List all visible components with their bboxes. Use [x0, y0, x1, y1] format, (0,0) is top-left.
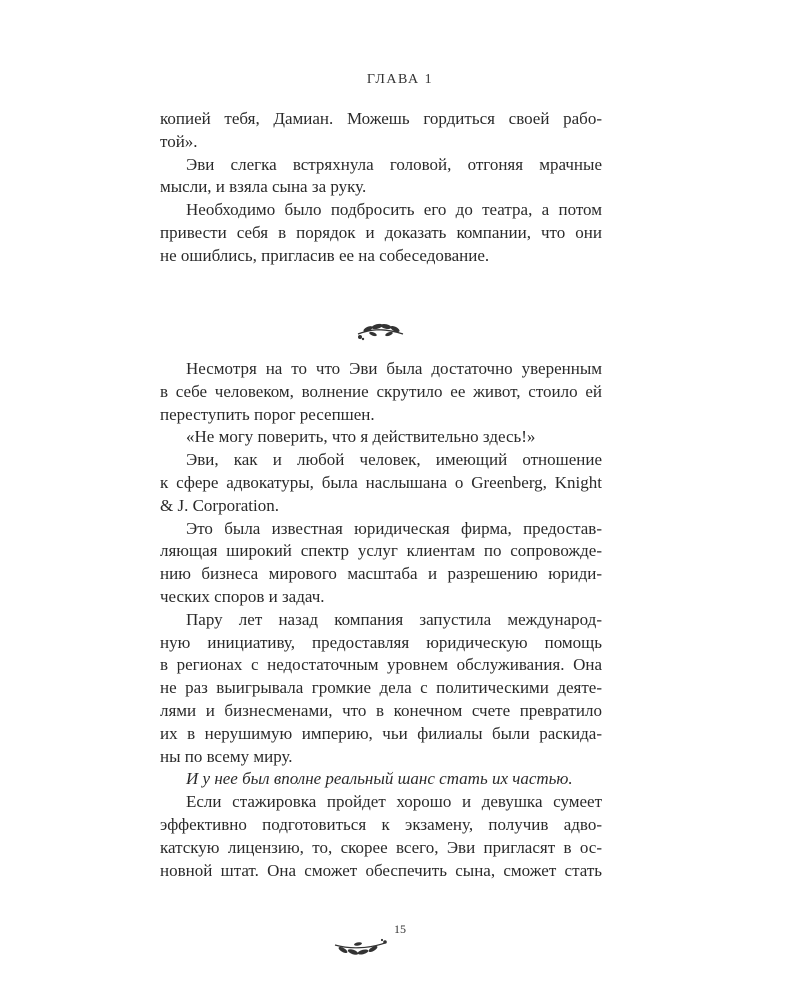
text-line: эффективно подготовиться к экзамену, получив адво-	[160, 814, 602, 834]
leaf-footer-icon	[331, 937, 389, 961]
text-line: в регионах с недостаточным уровнем обслуживания. Она	[160, 655, 602, 675]
text-line: лями и бизнесменами, что в конечном счете превратило	[160, 700, 602, 720]
text-line: Необходимо было подбросить его до театра, а потом	[186, 200, 602, 220]
text-section-2	[160, 358, 602, 882]
text-line: «Не могу поверить, что я действительно здесь!»	[186, 427, 536, 447]
text-line: в себе человеком, волнение скрутило ее живот, стоило ей	[160, 381, 602, 401]
text-line: ны по всему миру.	[160, 746, 293, 766]
text-line: Эви слегка встряхнула головой, отгоняя мрачные	[186, 154, 602, 174]
text-line: Если стажировка пройдет хорошо и девушка сумеет	[186, 792, 602, 812]
text-line: к сфере адвокатуры, была наслышана о Greenberg, Knight	[160, 472, 602, 492]
page-number: 15	[394, 922, 406, 936]
text-line: Это была известная юридическая фирма, предостав-	[186, 518, 602, 538]
text-line: копией тебя, Дамиан. Можешь гордиться своей рабо-	[160, 109, 602, 128]
text-line: мысли, и взяла сына за руку.	[160, 177, 367, 197]
text-line: не раз выигрывала громкие дела с политическими деяте-	[160, 678, 602, 698]
text-line: не ошиблись, пригласив ее на собеседование.	[160, 245, 490, 265]
leaf-divider-icon	[355, 318, 407, 342]
text-line: ческих споров и задач.	[160, 586, 325, 606]
text-line: привести себя в порядок и доказать компании, что они	[160, 222, 602, 242]
text-line: ную инициативу, предоставляя юридическую помощь	[160, 632, 602, 652]
text-line: ляющая широкий спектр услуг клиентам по сопровожде-	[160, 541, 602, 561]
text-line: той».	[160, 131, 198, 151]
text-section-1	[160, 108, 602, 268]
chapter-header: ГЛАВА 1	[366, 72, 434, 87]
text-line: переступить порог ресепшен.	[160, 404, 375, 424]
text-line: И у нее был вполне реальный шанс стать их частью.	[186, 769, 573, 789]
text-line: Эви, как и любой человек, имеющий отношение	[186, 450, 602, 470]
text-line: новной штат. Она сможет обеспечить сына, сможет стать	[160, 860, 602, 880]
text-line: катскую лицензию, то, скорее всего, Эви пригласят в ос-	[160, 837, 602, 857]
text-line: их в нерушимую империю, чьи филиалы были раскида-	[160, 723, 602, 743]
text-line: Пару лет назад компания запустила международ-	[186, 609, 602, 629]
text-line: Несмотря на то что Эви была достаточно уверенным	[186, 359, 602, 378]
text-line: & J. Corporation.	[160, 495, 279, 515]
text-line: нию бизнеса мирового масштаба и разрешению юриди-	[160, 564, 602, 584]
